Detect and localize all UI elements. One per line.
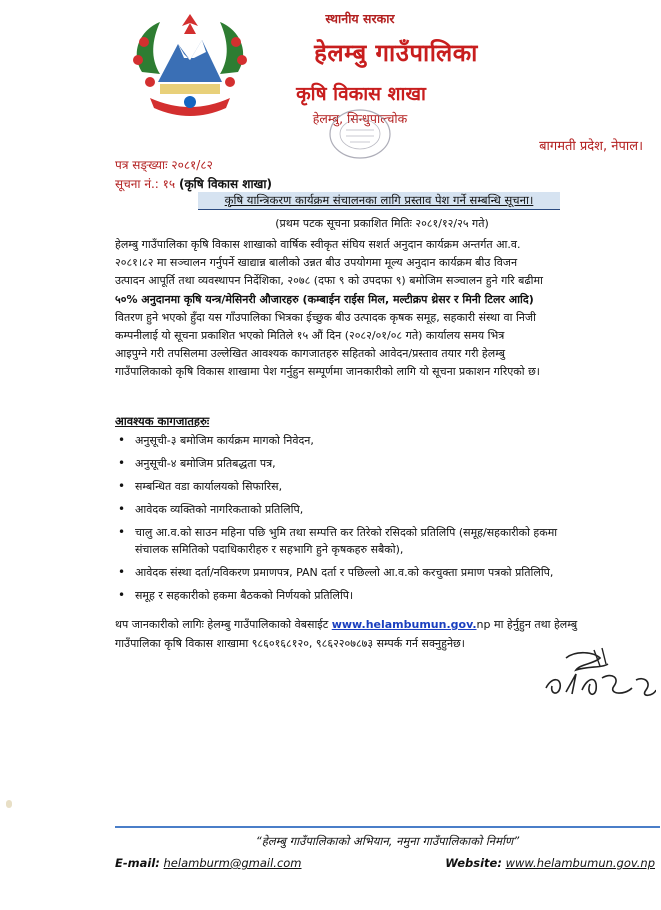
email-label: E-mail: — [115, 856, 160, 870]
list-item-text: संचालक समितिको पदाधिकारीहरु र सहभागि हुने कृषकहरु सबैको), — [135, 543, 404, 556]
contact-text: थप जानकारीको लागिः हेलम्बु गाउँपालिकाको वेबसाईट — [115, 618, 332, 631]
publication-date: (प्रथम पटक सूचना प्रकाशित मितिः २०८१/१२/२५ गते) — [275, 217, 489, 230]
notice-number-branch: (कृषि विकास शाखा) — [178, 177, 272, 191]
list-item — [115, 432, 655, 449]
notice-number-label: सूचना नं.: १५ — [115, 177, 176, 191]
footer-website-link[interactable]: www.helambumun.gov.np — [505, 856, 655, 870]
body-line: ५०% अनुदानमा कृषि यन्त्र/मेसिनरी औजारहरु (कम्बाईन राईस मिल, मल्टीक्रप थ्रेसर र मिनी टिलर आदि) — [115, 292, 534, 306]
website-link[interactable]: www.helambumun.gov. — [331, 618, 477, 631]
list-item-text: समूह र सहकारीको हकमा बैठकको निर्णयको प्रतिलिपि। — [135, 589, 354, 602]
list-item-text: अनुसूची-३ बमोजिम कार्यक्रम मागको निवेदन, — [135, 434, 314, 447]
footer-slogan: “हेलम्बु गाउँपालिकाको अभियान, नमुना गाउँपालिकाको निर्माण” — [255, 834, 520, 848]
municipality-emblem — [120, 12, 260, 132]
contact-line — [115, 616, 655, 635]
bullet-icon: • — [118, 588, 126, 602]
list-item — [115, 501, 655, 518]
list-item — [115, 587, 655, 604]
municipality-address: हेलम्बु, सिन्धुपाल्चोक — [312, 111, 408, 126]
body-line: आइपुग्ने गरी तपसिलमा उल्लेखित आवश्यक कागजातहरु सहितको आवेदन/प्रस्ताव तयार गरी हेलम्बु — [115, 347, 506, 361]
local-government-label: स्थानीय सरकार — [325, 11, 395, 26]
footer-divider — [115, 826, 660, 828]
bullet-icon: • — [118, 565, 126, 579]
list-item-text: आवेदक व्यक्तिको नागरिकताको प्रतिलिपि, — [135, 503, 304, 516]
bullet-icon: • — [118, 433, 126, 447]
body-line: गाउँपालिकाको कृषि विकास शाखामा पेश गर्नुहुन सम्पूर्णमा जानकारीको लागि यो सूचना प्रकाशन गरिएको छ। — [115, 365, 540, 379]
list-item — [115, 524, 655, 558]
email-link[interactable]: helamburm@gmail.com — [163, 856, 302, 870]
footer-website — [400, 856, 655, 870]
bullet-icon: • — [118, 502, 126, 516]
website-label: Website: — [445, 856, 502, 870]
province-label: बागमती प्रदेश, नेपाल। — [539, 139, 643, 154]
body-line: कम्पनीलाई यो सूचना प्रकाशित भएको मितिले १५ औं दिन (२०८२/०१/०८ गते) कार्यालय समय भित्र — [115, 329, 505, 343]
list-item — [115, 564, 655, 581]
list-item-text: आवेदक संस्था दर्ता/नविकरण प्रमाणपत्र, PAN दर्ता र पछिल्लो आ.व.को करचुक्ता प्रमाण पत्रको प्रतिलिपि, — [135, 566, 554, 579]
body-line: उत्पादन आपूर्ति तथा व्यवस्थापन निर्देशिका, २०७८ (दफा ९ को उपदफा ९) बमोजिम सञ्चालन हुने गरि बढीमा — [115, 274, 543, 288]
contact-line: गाउँपालिका कृषि विकास शाखामा ९८६०१६८१२०, ९८६२२०७८७३ सम्पर्क गर्न सक्नुहुनेछ। — [115, 636, 465, 650]
bullet-icon: • — [118, 525, 126, 539]
body-line: वितरण हुने भएको हुँदा यस गाँउपालिका भित्रका ईच्छुक बीउ उत्पादक कृषक समूह, सहकारी संस्था वा निजी — [115, 310, 536, 324]
body-line: २०८१।८२ मा सञ्चालन गर्नुपर्ने खाद्यान्न बालीको उन्नत बीउ उपयोगमा मूल्य अनुदान कार्यक्रम बीउ विजन — [115, 256, 518, 270]
list-item — [115, 478, 655, 495]
office-stamp — [320, 104, 400, 164]
municipality-name: हेलम्बु गाउँपालिका — [314, 39, 478, 67]
footer-email — [115, 856, 302, 870]
contact-text: मा हेर्नुहुन तथा हेलम्बु — [490, 618, 578, 631]
notice-body — [115, 236, 650, 382]
list-item-text: चालु आ.व.को साउन महिना पछि भुमि तथा सम्पत्ति कर तिरेको रसिदको प्रतिलिपि (समूह/सहकारीको हकमा — [135, 526, 558, 539]
requirements-heading: आवश्यक कागजातहरुः — [115, 414, 210, 428]
scan-mark — [6, 800, 12, 808]
requirements-list — [115, 432, 655, 604]
list-item-text: अनुसूची-४ बमोजिम प्रतिबद्धता पत्र, — [135, 457, 276, 470]
bullet-icon: • — [118, 479, 126, 493]
body-line: हेलम्बु गाउँपालिका कृषि विकास शाखाको वार्षिक स्वीकृत संघिय सशर्त अनुदान कार्यक्रम अन्तर्गत आ.व. — [115, 238, 521, 251]
branch-name: कृषि विकास शाखा — [296, 83, 426, 105]
notice-number — [115, 175, 272, 192]
list-item-text: सम्बन्धित वडा कार्यालयको सिफारिस, — [135, 480, 283, 493]
bullet-icon: • — [118, 456, 126, 470]
website-link-suffix: np — [476, 618, 491, 631]
notice-subject: कृषि यान्त्रिकरण कार्यक्रम संचालनका लागि प्रस्ताव पेश गर्ने सम्बन्धि सूचना। — [224, 193, 534, 207]
letter-number: पत्र सङ्ख्याः २०८१/८२ — [115, 158, 213, 172]
list-item — [115, 455, 655, 472]
signature — [536, 644, 656, 706]
